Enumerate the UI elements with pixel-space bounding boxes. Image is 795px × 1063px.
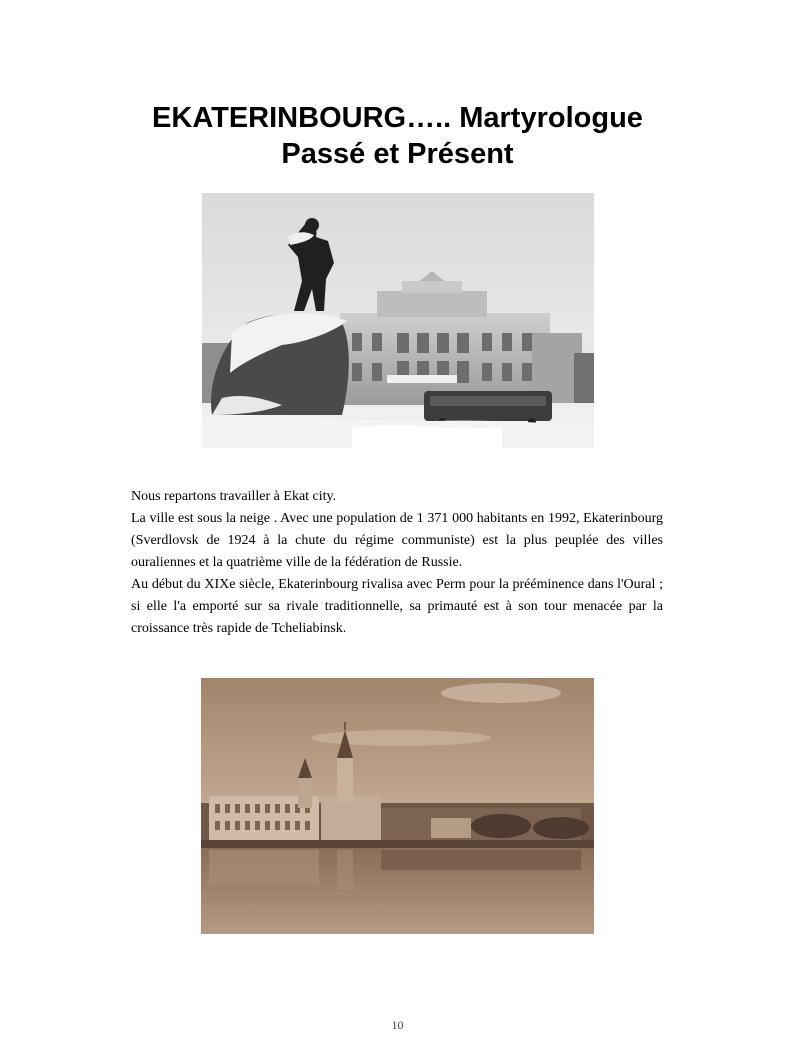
page-title bbox=[0, 100, 795, 172]
photo-statue-theatre-winter bbox=[202, 193, 594, 448]
body-text bbox=[131, 486, 663, 640]
paragraph-history: Au début du XIXe siècle, Ekaterinbourg rivalisa avec Perm pour la prééminence dans l'Oural ; si elle l'a emporté sur sa rivale traditionnelle, sa primauté est à son tour menacée par la croissance très rapide de Tcheliabinsk. bbox=[131, 577, 663, 636]
paragraph-population: La ville est sous la neige . Avec une population de 1 371 000 habitants en 1992, Ekaterinbourg (Sverdlovsk de 1924 à la chute du régime communiste) est la plus peuplée des villes ouraliennes et la quatrième ville de la fédération de Russie. bbox=[131, 511, 663, 570]
page-title-line-1: EKATERINBOURG….. Martyrologue bbox=[152, 102, 643, 134]
paragraph-intro: Nous repartons travailler à Ekat city. bbox=[131, 489, 337, 504]
page-number: 10 bbox=[391, 1018, 404, 1032]
page-title-line-2: Passé et Présent bbox=[281, 138, 514, 170]
photo-historic-waterfront-sepia bbox=[201, 678, 594, 934]
